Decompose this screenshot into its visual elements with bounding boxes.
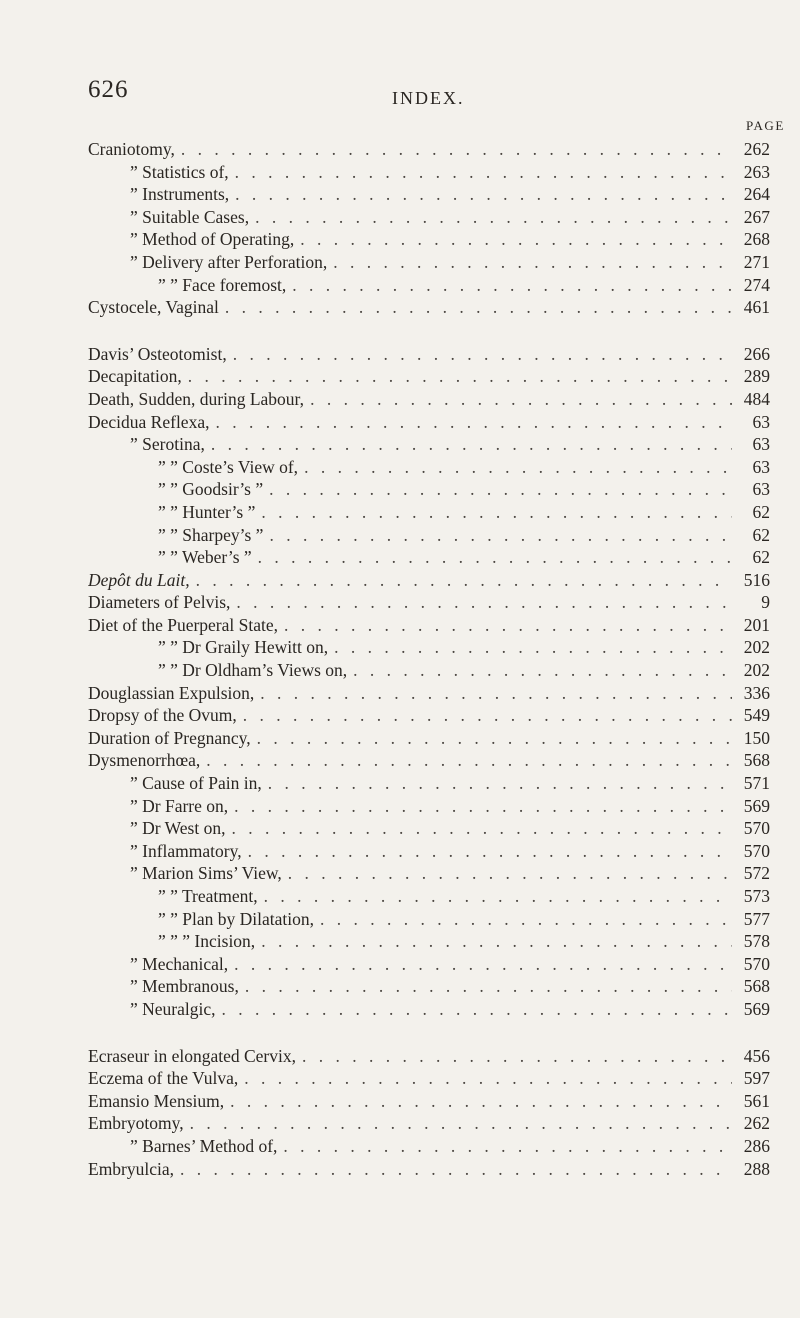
index-entry bbox=[88, 388, 770, 411]
index-term: Cystocele, Vaginal bbox=[88, 297, 219, 318]
index-term: ” ” Hunter’s ” bbox=[158, 501, 256, 522]
index-page-ref: 263 bbox=[743, 161, 770, 182]
index-page-ref: 267 bbox=[743, 206, 770, 227]
index-entry bbox=[88, 704, 770, 727]
index-term: Craniotomy, bbox=[88, 139, 175, 159]
index-term: ” Neuralgic, bbox=[130, 998, 216, 1019]
index-term: ” Statistics of, bbox=[130, 161, 229, 182]
index-page-ref: 569 bbox=[743, 795, 770, 816]
index-page-ref: 573 bbox=[743, 886, 770, 906]
dot-leader bbox=[238, 1067, 732, 1090]
index-entry bbox=[88, 228, 770, 251]
index-term: Douglassian Expulsion, bbox=[88, 682, 255, 703]
index-entry bbox=[88, 501, 770, 524]
dot-leader bbox=[304, 388, 732, 411]
index-term: Dropsy of the Ovum, bbox=[88, 705, 237, 726]
index-term: ” Cause of Pain in, bbox=[130, 773, 262, 794]
index-page-ref: 262 bbox=[743, 1113, 770, 1134]
index-entry bbox=[88, 817, 770, 840]
index-entry bbox=[88, 772, 770, 795]
dot-leader bbox=[225, 817, 732, 840]
index-term: Ecraseur in elongated Cervix, bbox=[88, 1045, 296, 1066]
dot-leader bbox=[239, 975, 732, 998]
index-page-ref: 62 bbox=[752, 501, 770, 522]
page-column-label: PAGE bbox=[746, 118, 785, 133]
index-entry bbox=[88, 138, 770, 161]
index-entry bbox=[88, 524, 770, 547]
index-entry bbox=[88, 546, 770, 569]
index-page-ref: 571 bbox=[743, 773, 770, 794]
dot-leader bbox=[328, 636, 732, 659]
index-entry bbox=[88, 659, 770, 682]
index-entry bbox=[88, 365, 770, 388]
index-entry bbox=[88, 1067, 770, 1090]
index-term: ” Dr Farre on, bbox=[130, 795, 229, 816]
dot-leader bbox=[228, 795, 732, 818]
index-entry bbox=[88, 274, 770, 297]
index-page-ref: 271 bbox=[743, 251, 770, 272]
dot-leader bbox=[254, 682, 732, 705]
dot-leader bbox=[263, 478, 732, 501]
index-term: Eczema of the Vulva, bbox=[88, 1068, 239, 1089]
index-page-ref: 264 bbox=[743, 184, 770, 205]
index-term: ” Instruments, bbox=[130, 184, 230, 205]
dot-leader bbox=[255, 501, 732, 524]
running-head: INDEX. bbox=[392, 88, 465, 108]
index-entry bbox=[88, 296, 770, 319]
index-page-ref: 63 bbox=[752, 479, 770, 500]
index-page-ref: 201 bbox=[743, 614, 770, 635]
index-term: ” ” Dr Graily Hewitt on, bbox=[158, 637, 329, 658]
dot-leader bbox=[229, 183, 732, 206]
index-entry bbox=[88, 727, 770, 750]
index-page-ref: 63 bbox=[752, 434, 770, 455]
index-page-ref: 484 bbox=[743, 388, 770, 409]
dot-leader bbox=[296, 1045, 732, 1068]
index-page-ref: 62 bbox=[752, 547, 770, 568]
index-entry bbox=[88, 953, 770, 976]
index-entry bbox=[88, 998, 770, 1021]
index-term: Diet of the Puerperal State, bbox=[88, 614, 279, 635]
index-page-ref: 561 bbox=[743, 1090, 770, 1111]
index-page-ref: 62 bbox=[752, 524, 770, 545]
index-page-ref: 63 bbox=[752, 456, 770, 477]
dot-leader bbox=[262, 772, 732, 795]
index-page-ref: 568 bbox=[743, 976, 770, 997]
dot-leader bbox=[174, 1158, 732, 1181]
index-term: ” ” Weber’s ” bbox=[158, 547, 252, 568]
page-number: 626 bbox=[88, 76, 129, 103]
dot-leader bbox=[209, 411, 732, 434]
index-page-ref: 262 bbox=[743, 139, 770, 159]
index-entry bbox=[88, 411, 770, 434]
dot-leader bbox=[216, 998, 732, 1021]
index-page-ref: 336 bbox=[743, 682, 770, 703]
index-term: ” Suitable Cases, bbox=[130, 206, 250, 227]
index-term: ” ” Coste’s View of, bbox=[158, 456, 299, 477]
index-group bbox=[88, 138, 770, 319]
index-entry bbox=[88, 343, 770, 366]
index-entry bbox=[88, 795, 770, 818]
dot-leader bbox=[249, 206, 732, 229]
dot-leader bbox=[255, 930, 732, 953]
dot-leader bbox=[184, 1112, 732, 1135]
index-page-ref: 266 bbox=[743, 343, 770, 364]
index-term: ” ” Sharpey’s ” bbox=[158, 524, 264, 545]
index-page-ref: 578 bbox=[743, 931, 770, 952]
index-page-ref: 461 bbox=[743, 297, 770, 318]
index-entry bbox=[88, 206, 770, 229]
index-page-ref: 289 bbox=[743, 366, 770, 387]
index-term: Embryotomy, bbox=[88, 1113, 184, 1134]
index-term: ” ” Treatment, bbox=[158, 886, 258, 906]
index-term: ” Marion Sims’ View, bbox=[130, 863, 282, 884]
index-page-ref: 202 bbox=[743, 637, 770, 658]
index-term: ” Inflammatory, bbox=[130, 840, 242, 861]
index-term: Emansio Mensium, bbox=[88, 1090, 225, 1111]
index-term: ” Barnes’ Method of, bbox=[130, 1135, 278, 1156]
index-entry bbox=[88, 1090, 770, 1113]
index-term: Embryulcia, bbox=[88, 1158, 175, 1179]
index-page-ref: 570 bbox=[743, 818, 770, 839]
index-page-ref: 597 bbox=[743, 1068, 770, 1089]
index-page-ref: 516 bbox=[743, 569, 770, 590]
index-entry bbox=[88, 930, 770, 953]
index-entry bbox=[88, 840, 770, 863]
index-entry bbox=[88, 862, 770, 885]
dot-leader bbox=[200, 749, 732, 772]
index-group bbox=[88, 343, 770, 1021]
dot-leader bbox=[251, 727, 732, 750]
index-entry bbox=[88, 591, 770, 614]
dot-leader bbox=[314, 908, 732, 931]
index-term: Decapitation, bbox=[88, 366, 182, 387]
dot-leader bbox=[219, 296, 732, 319]
index-term: ” Serotina, bbox=[130, 434, 205, 455]
index-page-ref: 569 bbox=[743, 998, 770, 1019]
index-term: ” Delivery after Perforation, bbox=[130, 251, 328, 272]
index-term: ” ” Goodsir’s ” bbox=[158, 479, 264, 500]
index-page-ref: 286 bbox=[743, 1135, 770, 1156]
dot-leader bbox=[286, 274, 732, 297]
dot-leader bbox=[229, 161, 732, 184]
index-entry bbox=[88, 478, 770, 501]
dot-leader bbox=[258, 885, 732, 908]
index-page-ref: 63 bbox=[752, 411, 770, 432]
index-entry bbox=[88, 183, 770, 206]
index-term: Dysmenorrhœa, bbox=[88, 750, 201, 771]
index-entry bbox=[88, 885, 770, 908]
dot-leader bbox=[230, 591, 732, 614]
index-term: ” ” Dr Oldham’s Views on, bbox=[158, 660, 348, 681]
index-term: Death, Sudden, during Labour, bbox=[88, 388, 305, 409]
index-list bbox=[88, 138, 770, 1204]
dot-leader bbox=[242, 840, 732, 863]
index-page-ref: 568 bbox=[743, 750, 770, 771]
index-page-ref: 268 bbox=[743, 229, 770, 250]
dot-leader bbox=[278, 614, 732, 637]
index-term: Diameters of Pelvis, bbox=[88, 592, 231, 613]
index-page-ref: 9 bbox=[761, 592, 770, 613]
dot-leader bbox=[175, 138, 732, 161]
index-page-ref: 572 bbox=[743, 863, 770, 884]
dot-leader bbox=[252, 546, 732, 569]
index-entry bbox=[88, 433, 770, 456]
index-term: ” Dr West on, bbox=[130, 818, 226, 839]
dot-leader bbox=[224, 1090, 732, 1113]
index-entry bbox=[88, 682, 770, 705]
index-term: ” Method of Operating, bbox=[130, 229, 295, 250]
index-entry bbox=[88, 1135, 770, 1158]
index-entry bbox=[88, 161, 770, 184]
index-term: Duration of Pregnancy, bbox=[88, 727, 251, 748]
index-group bbox=[88, 1045, 770, 1181]
index-entry bbox=[88, 975, 770, 998]
index-term: ” ” ” Incision, bbox=[158, 931, 256, 952]
dot-leader bbox=[263, 524, 732, 547]
index-page-ref: 288 bbox=[743, 1158, 770, 1179]
dot-leader bbox=[237, 704, 732, 727]
index-page-ref: 274 bbox=[743, 274, 770, 295]
index-page-ref: 150 bbox=[743, 727, 770, 748]
index-page-ref: 570 bbox=[743, 840, 770, 861]
index-entry bbox=[88, 636, 770, 659]
index-page-ref: 577 bbox=[743, 908, 770, 929]
dot-leader bbox=[282, 862, 732, 885]
dot-leader bbox=[347, 659, 732, 682]
dot-leader bbox=[277, 1135, 732, 1158]
dot-leader bbox=[228, 953, 732, 976]
index-entry bbox=[88, 614, 770, 637]
index-entry bbox=[88, 569, 770, 592]
dot-leader bbox=[190, 569, 732, 592]
index-entry bbox=[88, 251, 770, 274]
index-term: ” ” Plan by Dilatation, bbox=[158, 908, 315, 929]
dot-leader bbox=[227, 343, 732, 366]
dot-leader bbox=[182, 365, 732, 388]
index-page-ref: 202 bbox=[743, 660, 770, 681]
index-term: Depôt du Lait, bbox=[88, 569, 190, 590]
index-entry bbox=[88, 456, 770, 479]
dot-leader bbox=[298, 456, 732, 479]
index-term: Davis’ Osteotomist, bbox=[88, 343, 227, 364]
index-page-ref: 456 bbox=[743, 1045, 770, 1066]
index-term: ” Membranous, bbox=[130, 976, 239, 997]
index-entry bbox=[88, 1112, 770, 1135]
dot-leader bbox=[205, 433, 732, 456]
dot-leader bbox=[327, 251, 732, 274]
index-entry bbox=[88, 908, 770, 931]
index-page-ref: 570 bbox=[743, 953, 770, 974]
index-page-ref: 549 bbox=[743, 705, 770, 726]
index-entry bbox=[88, 749, 770, 772]
index-term: ” ” Face foremost, bbox=[158, 274, 287, 295]
index-term: ” Mechanical, bbox=[130, 953, 229, 974]
dot-leader bbox=[294, 228, 732, 251]
index-entry bbox=[88, 1045, 770, 1068]
index-term: Decidua Reflexa, bbox=[88, 411, 210, 432]
index-entry bbox=[88, 1158, 770, 1181]
